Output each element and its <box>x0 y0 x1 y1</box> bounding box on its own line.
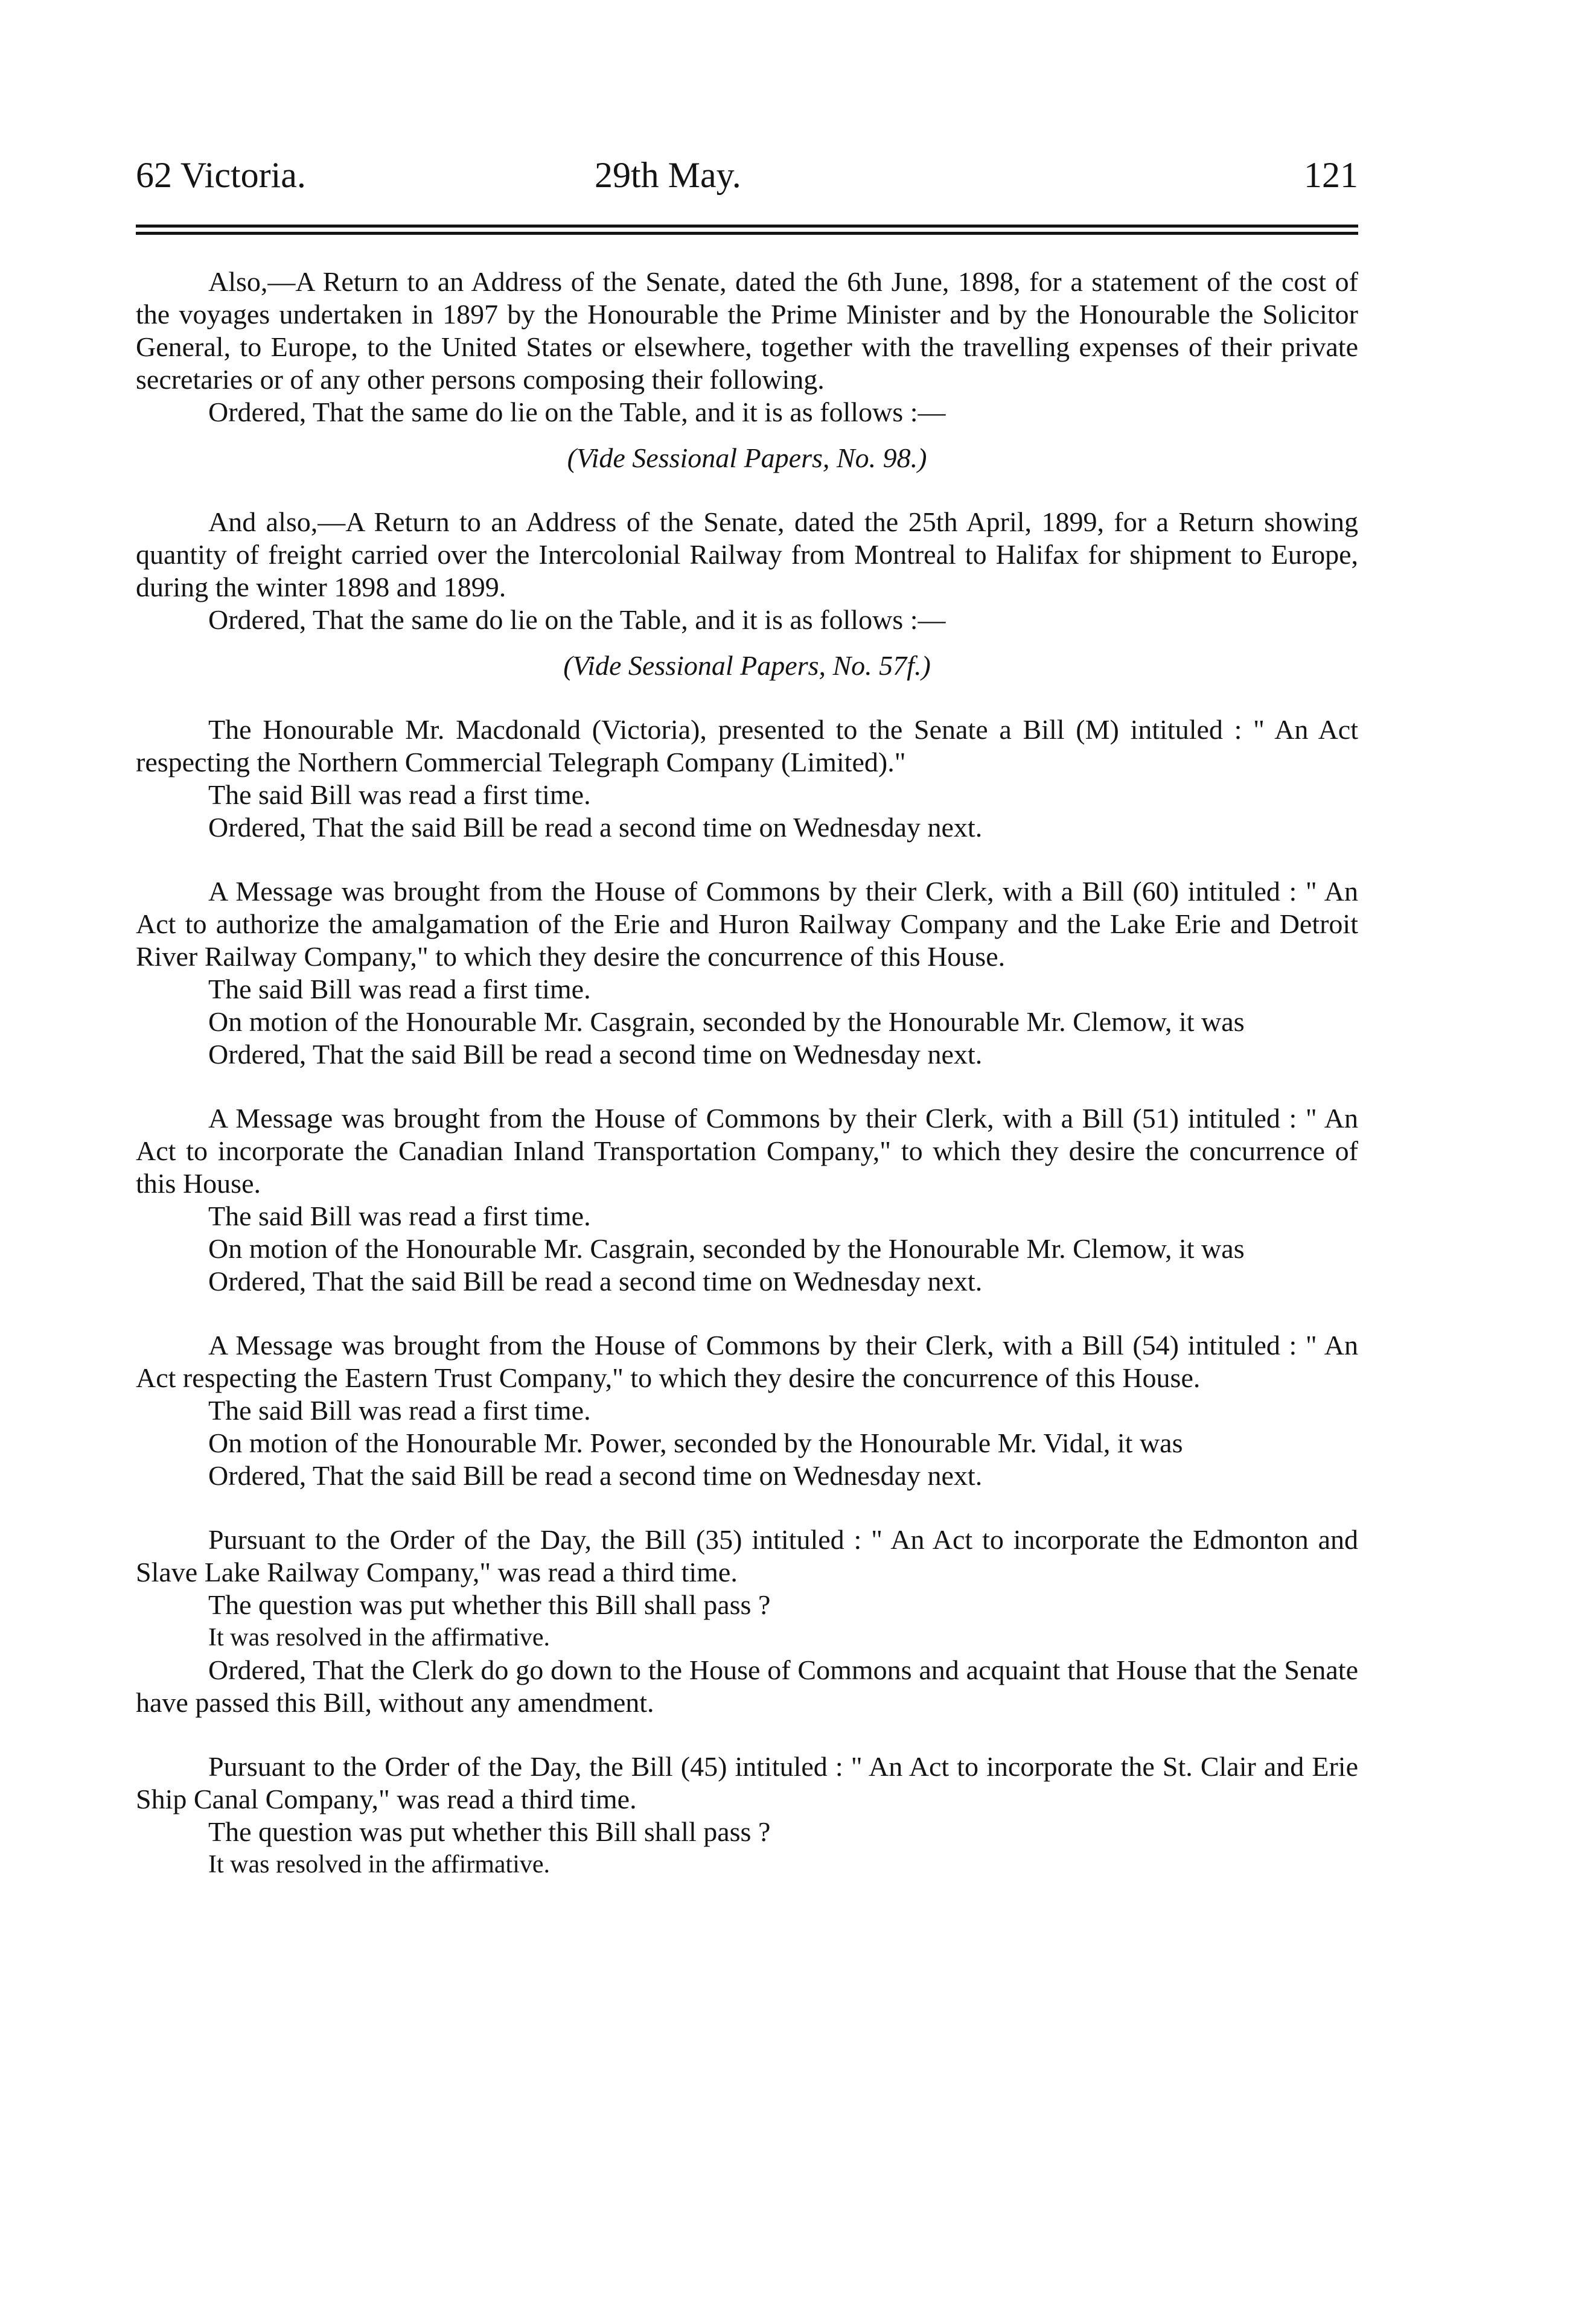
entry-paragraph: A Message was brought from the House of Commons by their Clerk, with a Bill (54) intituled : " An Act respecting the Eastern Trust Company," to which they desire the concurrence of this House. <box>136 1330 1358 1393</box>
entry-line: It was resolved in the affirmative. <box>208 1624 551 1651</box>
entry-paragraph: Also,—A Return to an Address of the Senate, dated the 6th June, 1898, for a statement of the cost of the voyages undertaken in 1897 by the Honourable the Prime Minister and by the Honourable the Solicitor General, to Europe, to the United States or elsewhere, together with the travelling expenses of their private secretaries or of any other persons composing their following. <box>136 266 1358 395</box>
entry-line: The said Bill was read a first time. <box>208 1201 591 1231</box>
header-session: 62 Victoria. <box>136 155 306 195</box>
page-body <box>136 266 1358 1881</box>
entry-line: Ordered, That the said Bill be read a second time on Wednesday next. <box>208 1039 983 1070</box>
entry-paragraph: And also,—A Return to an Address of the Senate, dated the 25th April, 1899, for a Return showing quantity of freight carried over the Intercolonial Railway from Montreal to Halifax for shipment to Europe, during the winter 1898 and 1899. <box>136 506 1358 602</box>
entry-line: Ordered, That the same do lie on the Table, and it is as follows :— <box>208 397 946 427</box>
entry-bill-54 <box>136 1329 1358 1492</box>
entry-bill-35 <box>136 1524 1358 1719</box>
entry-paragraph: A Message was brought from the House of Commons by their Clerk, with a Bill (60) intituled : " An Act to authorize the amalgamation of the Erie and Huron Railway Company and the Lake Erie and Detroit River Railway Company," to which they desire the concurrence of this House. <box>136 876 1358 972</box>
entry-paragraph: Pursuant to the Order of the Day, the Bill (35) intituled : " An Act to incorporate the Edmonton and Slave Lake Railway Company," was read a third time. <box>136 1524 1358 1587</box>
entry-paragraph: The Honourable Mr. Macdonald (Victoria), presented to the Senate a Bill (M) intituled : " An Act respecting the Northern Commercial Telegraph Company (Limited)." <box>136 714 1358 777</box>
entry-motion: On motion of the Honourable Mr. Casgrain, seconded by the Honourable Mr. Clemow, it was <box>208 1006 1245 1037</box>
header-date: 29th May. <box>595 155 741 195</box>
entry-line: Ordered, That the said Bill be read a second time on Wednesday next. <box>208 812 983 843</box>
header-rule-top <box>136 225 1358 228</box>
entry-return-freight <box>136 506 1358 682</box>
entry-line: Ordered, That the same do lie on the Table, and it is as follows :— <box>208 604 946 635</box>
entry-line: The said Bill was read a first time. <box>208 974 591 1004</box>
entry-motion: On motion of the Honourable Mr. Power, seconded by the Honourable Mr. Vidal, it was <box>208 1428 1183 1458</box>
page-number: 121 <box>1304 155 1358 195</box>
entry-bill-m <box>136 713 1358 844</box>
entry-line: The question was put whether this Bill shall pass ? <box>208 1589 771 1620</box>
entry-return-voyages <box>136 266 1358 474</box>
entry-line: Ordered, That the said Bill be read a second time on Wednesday next. <box>208 1460 983 1491</box>
entry-line: Ordered, That the said Bill be read a second time on Wednesday next. <box>208 1266 983 1297</box>
entry-line: The question was put whether this Bill shall pass ? <box>208 1816 771 1847</box>
entry-line: The said Bill was read a first time. <box>208 779 591 810</box>
entry-bill-60 <box>136 875 1358 1071</box>
entry-order: Ordered, That the Clerk do go down to the House of Commons and acquaint that House that the Senate have passed this Bill, without any amendment. <box>136 1654 1358 1718</box>
entry-motion: On motion of the Honourable Mr. Casgrain, seconded by the Honourable Mr. Clemow, it was <box>208 1233 1245 1264</box>
page-header <box>136 151 1358 199</box>
sessional-paper-ref: (Vide Sessional Papers, No. 57f.) <box>563 650 931 681</box>
entry-bill-51 <box>136 1102 1358 1298</box>
entry-paragraph: Pursuant to the Order of the Day, the Bill (45) intituled : " An Act to incorporate the St. Clair and Erie Ship Canal Company," was read a third time. <box>136 1751 1358 1814</box>
entry-line: The said Bill was read a first time. <box>208 1395 591 1426</box>
header-rule-bottom <box>136 232 1358 235</box>
entry-paragraph: A Message was brought from the House of Commons by their Clerk, with a Bill (51) intituled : " An Act to incorporate the Canadian Inland Transportation Company," to which they desire the concurrence of this House. <box>136 1103 1358 1199</box>
entry-bill-45 <box>136 1750 1358 1881</box>
sessional-paper-ref: (Vide Sessional Papers, No. 98.) <box>567 442 927 473</box>
entry-line: It was resolved in the affirmative. <box>208 1851 551 1878</box>
